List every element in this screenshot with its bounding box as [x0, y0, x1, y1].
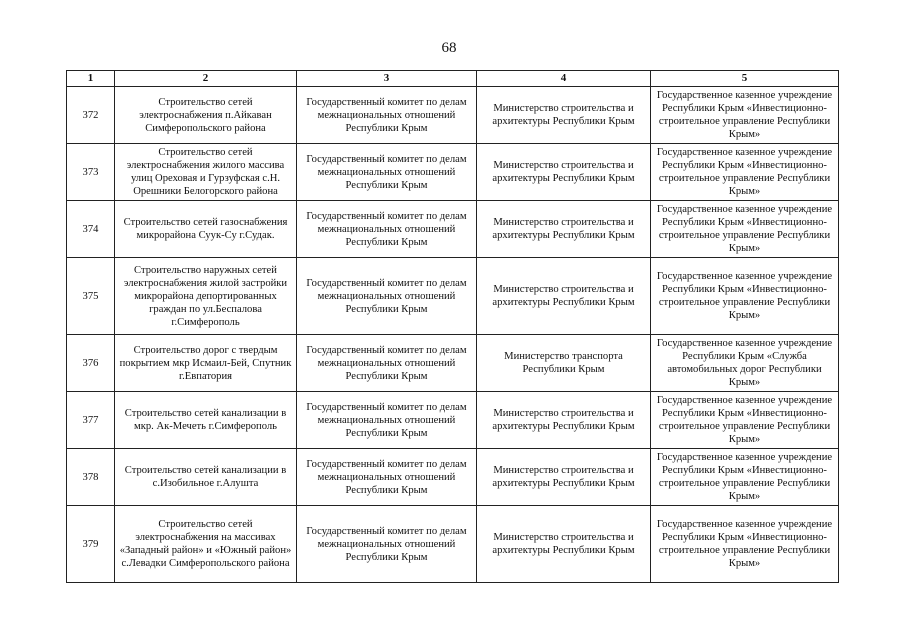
object-name-cell: Строительство сетей канализации в мкр. Ак-Мечеть г.Симферополь: [115, 392, 297, 449]
institution-cell: Государственное казенное учреждение Республики Крым «Инвестиционно-строительное управление Республики Крым»: [651, 506, 839, 583]
row-number-cell: 373: [67, 144, 115, 201]
institution-cell: Государственное казенное учреждение Республики Крым «Инвестиционно-строительное управление Республики Крым»: [651, 258, 839, 335]
customer-cell: Государственный комитет по делам межнациональных отношений Республики Крым: [297, 201, 477, 258]
ministry-cell: Министерство строительства и архитектуры Республики Крым: [477, 392, 651, 449]
customer-cell: Государственный комитет по делам межнациональных отношений Республики Крым: [297, 258, 477, 335]
institution-cell: Государственное казенное учреждение Республики Крым «Служба автомобильных дорог Республики Крым»: [651, 335, 839, 392]
institution-cell: Государственное казенное учреждение Республики Крым «Инвестиционно-строительное управление Республики Крым»: [651, 87, 839, 144]
row-number-cell: 374: [67, 201, 115, 258]
ministry-cell: Министерство строительства и архитектуры Республики Крым: [477, 144, 651, 201]
table-row: [67, 201, 839, 258]
object-name-cell: Строительство сетей газоснабжения микрорайона Суук-Су г.Судак.: [115, 201, 297, 258]
column-header-5: 5: [651, 71, 839, 87]
row-number-cell: 377: [67, 392, 115, 449]
customer-cell: Государственный комитет по делам межнациональных отношений Республики Крым: [297, 87, 477, 144]
institution-cell: Государственное казенное учреждение Республики Крым «Инвестиционно-строительное управление Республики Крым»: [651, 201, 839, 258]
customer-cell: Государственный комитет по делам межнациональных отношений Республики Крым: [297, 506, 477, 583]
column-header-2: 2: [115, 71, 297, 87]
table-row: [67, 144, 839, 201]
row-number-cell: 375: [67, 258, 115, 335]
column-header-1: 1: [67, 71, 115, 87]
institution-cell: Государственное казенное учреждение Республики Крым «Инвестиционно-строительное управление Республики Крым»: [651, 144, 839, 201]
table-body: [67, 87, 839, 583]
ministry-cell: Министерство строительства и архитектуры Республики Крым: [477, 449, 651, 506]
row-number-cell: 379: [67, 506, 115, 583]
table-row: [67, 87, 839, 144]
customer-cell: Государственный комитет по делам межнациональных отношений Республики Крым: [297, 392, 477, 449]
ministry-cell: Министерство строительства и архитектуры Республики Крым: [477, 258, 651, 335]
object-name-cell: Строительство сетей электроснабжения п.Айкаван Симферопольского района: [115, 87, 297, 144]
column-header-3: 3: [297, 71, 477, 87]
row-number-cell: 376: [67, 335, 115, 392]
table-row: [67, 335, 839, 392]
customer-cell: Государственный комитет по делам межнациональных отношений Республики Крым: [297, 449, 477, 506]
row-number-cell: 378: [67, 449, 115, 506]
table-row: [67, 392, 839, 449]
institution-cell: Государственное казенное учреждение Республики Крым «Инвестиционно-строительное управление Республики Крым»: [651, 392, 839, 449]
objects-table: [66, 70, 839, 583]
object-name-cell: Строительство сетей электроснабжения жилого массива улиц Ореховая и Гурзуфская с.Н. Орешники Белогорского района: [115, 144, 297, 201]
ministry-cell: Министерство строительства и архитектуры Республики Крым: [477, 201, 651, 258]
ministry-cell: Министерство транспорта Республики Крым: [477, 335, 651, 392]
ministry-cell: Министерство строительства и архитектуры Республики Крым: [477, 506, 651, 583]
table-row: [67, 506, 839, 583]
table-header-row: [67, 71, 839, 87]
column-header-4: 4: [477, 71, 651, 87]
customer-cell: Государственный комитет по делам межнациональных отношений Республики Крым: [297, 335, 477, 392]
row-number-cell: 372: [67, 87, 115, 144]
ministry-cell: Министерство строительства и архитектуры Республики Крым: [477, 87, 651, 144]
page-number: 68: [441, 40, 457, 56]
institution-cell: Государственное казенное учреждение Республики Крым «Инвестиционно-строительное управление Республики Крым»: [651, 449, 839, 506]
table-row: [67, 449, 839, 506]
object-name-cell: Строительство сетей электроснабжения на массивах «Западный район» и «Южный район» с.Левадки Симферопольского района: [115, 506, 297, 583]
customer-cell: Государственный комитет по делам межнациональных отношений Республики Крым: [297, 144, 477, 201]
object-name-cell: Строительство дорог с твердым покрытием мкр Исмаил-Бей, Спутник г.Евпатория: [115, 335, 297, 392]
object-name-cell: Строительство наружных сетей электроснабжения жилой застройки микрорайона депортированных граждан по ул.Беспалова г.Симферополь: [115, 258, 297, 335]
object-name-cell: Строительство сетей канализации в с.Изобильное г.Алушта: [115, 449, 297, 506]
table-row: [67, 258, 839, 335]
